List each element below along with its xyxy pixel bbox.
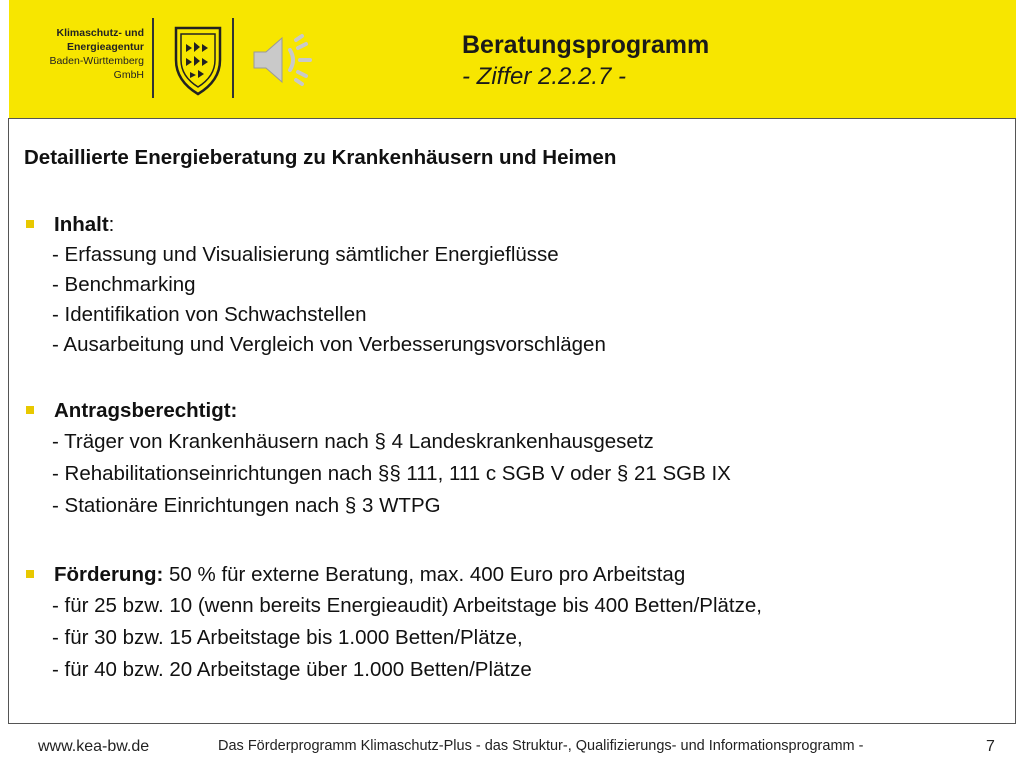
bullet-square-icon: [26, 406, 34, 414]
foerderung-label: Förderung:: [54, 563, 164, 586]
bullet-square-icon: [26, 570, 34, 578]
bullet-inhalt: [24, 210, 1004, 240]
footer-url-link[interactable]: www.kea-bw.de: [38, 738, 150, 755]
inhalt-item: - Erfassung und Visualisierung sämtlicher Energieflüsse: [52, 243, 559, 266]
section-inhalt: [24, 210, 1004, 360]
foerderung-item: - für 25 bzw. 10 (wenn bereits Energieaudit) Arbeitstage bis 400 Betten/Plätze,: [52, 594, 762, 617]
foerderung-item: - für 40 bzw. 20 Arbeitstage über 1.000 Betten/Plätze: [52, 658, 532, 681]
section-foerderung: [24, 560, 1004, 686]
speaker-icon[interactable]: [250, 32, 316, 88]
footer-program-title: Das Förderprogramm Klimaschutz-Plus - das Struktur-, Qualifizierungs- und Informationsprogramm -: [218, 738, 864, 754]
inhalt-colon: :: [108, 213, 115, 236]
page-number: 7: [986, 738, 995, 755]
footer: [0, 728, 1024, 768]
section-antragsberechtigt: [24, 396, 1004, 522]
antrag-label: Antragsberechtigt:: [54, 399, 238, 422]
logo-line-4: GmbH: [113, 69, 144, 81]
inhalt-item: - Benchmarking: [52, 273, 196, 296]
logo-line-1: Klimaschutz- und: [56, 27, 144, 39]
foerderung-text: 50 % für externe Beratung, max. 400 Euro pro Arbeitstag: [163, 563, 686, 586]
logo-divider: [152, 18, 154, 98]
kea-logo-text: [22, 26, 144, 82]
inhalt-item: - Identifikation von Schwachstellen: [52, 303, 367, 326]
header-right-edge: [1016, 0, 1024, 120]
bullet-square-icon: [26, 220, 34, 228]
logo-line-2: Energieagentur: [66, 41, 144, 53]
inhalt-label: Inhalt: [54, 213, 109, 236]
inhalt-item: - Ausarbeitung und Vergleich von Verbesserungsvorschlägen: [52, 333, 606, 356]
bullet-foerderung: [24, 560, 1004, 590]
slide-subtitle: - Ziffer 2.2.2.7 -: [462, 63, 627, 90]
foerderung-item: - für 30 bzw. 15 Arbeitstage bis 1.000 Betten/Plätze,: [52, 626, 523, 649]
slide-title: Beratungsprogramm: [462, 31, 710, 59]
antrag-item: - Rehabilitationseinrichtungen nach §§ 111, 111 c SGB V oder § 21 SGB IX: [52, 462, 731, 485]
slide-title-block: [462, 30, 982, 94]
header-left-edge: [0, 0, 9, 120]
antrag-item: - Träger von Krankenhäusern nach § 4 Landeskrankenhausgesetz: [52, 430, 654, 453]
antrag-item: - Stationäre Einrichtungen nach § 3 WTPG: [52, 494, 441, 517]
content-heading: Detaillierte Energieberatung zu Krankenhäusern und Heimen: [24, 146, 617, 169]
logo-line-3: Baden-Württemberg: [49, 55, 144, 67]
baden-wuerttemberg-crest-icon: [168, 20, 228, 98]
bullet-antragsberechtigt: [24, 396, 1004, 426]
